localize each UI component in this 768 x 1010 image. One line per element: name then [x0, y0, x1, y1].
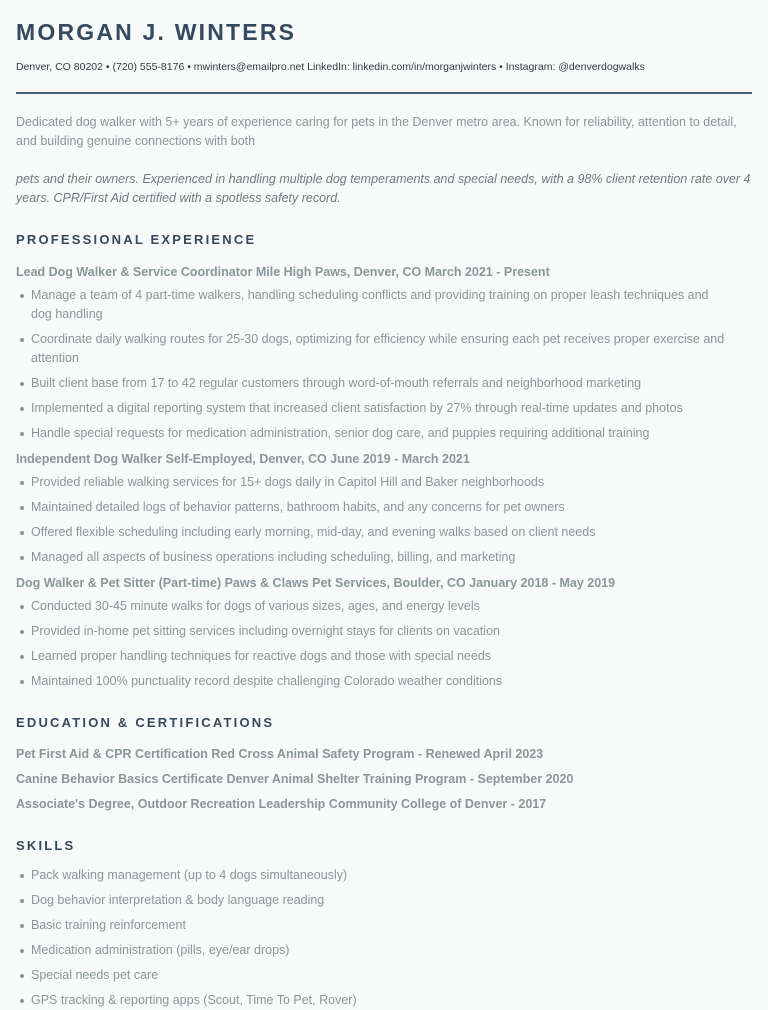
list-item: Provided in-home pet sitting services including overnight stays for clients on vacation — [31, 622, 752, 641]
job-title: Independent Dog Walker Self-Employed, Denver, CO June 2019 - March 2021 — [16, 452, 470, 466]
job-title: Dog Walker & Pet Sitter (Part-time) Paws & Claws Pet Services, Boulder, CO January 2018 - May 2019 — [16, 576, 616, 590]
candidate-name: MORGAN J. WINTERS — [16, 19, 297, 45]
summary-paragraph: Dedicated dog walker with 5+ years of experience caring for pets in the Denver metro area. Known for reliability, attention to detail, and building genuine connections with both — [16, 115, 737, 148]
job-bullets — [16, 597, 752, 691]
list-item: Coordinate daily walking routes for 25-30 dogs, optimizing for efficiency while ensuring each pet receives proper exercise and attention — [31, 330, 752, 368]
skills-list — [16, 866, 752, 1010]
list-item: Manage a team of 4 part-time walkers, handling scheduling conflicts and providing training on proper leash techniques and dog handling — [31, 286, 752, 324]
experience-list — [16, 263, 752, 691]
list-item: Handle special requests for medication administration, senior dog care, and puppies requiring additional training — [31, 424, 752, 443]
section-heading-experience: PROFESSIONAL EXPERIENCE — [16, 232, 257, 247]
section-heading-skills: SKILLS — [16, 838, 76, 853]
education-list — [16, 745, 752, 814]
list-item: Implemented a digital reporting system that increased client satisfaction by 27% through real-time updates and photos — [31, 399, 752, 418]
skill-item: Special needs pet care — [31, 966, 752, 985]
summary-paragraph-continued: pets and their owners. Experienced in handling multiple dog temperaments and special needs, with a 98% client retention rate over 4 years. CPR/First Aid certified with a spotless safety record. — [16, 172, 751, 205]
skill-item: Pack walking management (up to 4 dogs simultaneously) — [31, 866, 752, 885]
contact-info: Denver, CO 80202 • (720) 555-8176 • mwinters@emailpro.net LinkedIn: linkedin.com/in/morganjwinters • Instagram: @denverdogwalks — [16, 61, 645, 73]
skill-item: GPS tracking & reporting apps (Scout, Time To Pet, Rover) — [31, 991, 752, 1010]
section-heading-education: EDUCATION & CERTIFICATIONS — [16, 715, 275, 730]
list-item: Maintained 100% punctuality record despite challenging Colorado weather conditions — [31, 672, 752, 691]
header-divider — [16, 92, 752, 94]
job-bullets — [16, 286, 752, 443]
education-item: Associate's Degree, Outdoor Recreation Leadership Community College of Denver - 2017 — [16, 797, 547, 811]
education-item: Canine Behavior Basics Certificate Denver Animal Shelter Training Program - September 2020 — [16, 772, 574, 786]
list-item: Conducted 30-45 minute walks for dogs of various sizes, ages, and energy levels — [31, 597, 752, 616]
skill-item: Basic training reinforcement — [31, 916, 752, 935]
list-item: Managed all aspects of business operations including scheduling, billing, and marketing — [31, 548, 752, 567]
list-item: Built client base from 17 to 42 regular customers through word-of-mouth referrals and neighborhood marketing — [31, 374, 752, 393]
skill-item: Medication administration (pills, eye/ear drops) — [31, 941, 752, 960]
list-item: Offered flexible scheduling including early morning, mid-day, and evening walks based on client needs — [31, 523, 752, 542]
list-item: Learned proper handling techniques for reactive dogs and those with special needs — [31, 647, 752, 666]
list-item: Maintained detailed logs of behavior patterns, bathroom habits, and any concerns for pet owners — [31, 498, 752, 517]
list-item: Provided reliable walking services for 15+ dogs daily in Capitol Hill and Baker neighborhoods — [31, 473, 752, 492]
education-item: Pet First Aid & CPR Certification Red Cross Animal Safety Program - Renewed April 2023 — [16, 747, 544, 761]
job-bullets — [16, 473, 752, 567]
job-title: Lead Dog Walker & Service Coordinator Mile High Paws, Denver, CO March 2021 - Present — [16, 265, 550, 279]
skill-item: Dog behavior interpretation & body language reading — [31, 891, 752, 910]
